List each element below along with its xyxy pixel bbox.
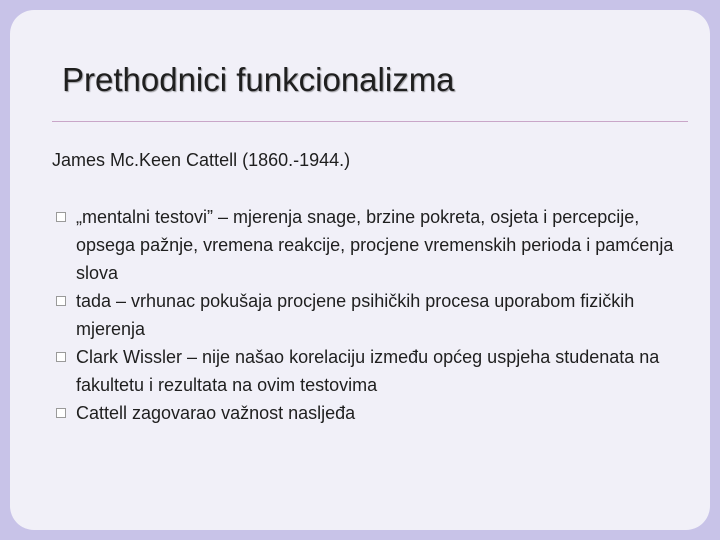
title-divider	[52, 121, 688, 122]
list-item	[56, 343, 696, 399]
bullet-text: tada – vrhunac pokušaja procjene psihičkih procesa uporabom fizičkih mjerenja	[76, 291, 635, 339]
bullet-text: „mentalni testovi” – mjerenja snage, brzine pokreta, osjeta i percepcije, opsega pažnje, vremena reakcije, procjene vremenskih perioda i pamćenja slova	[76, 207, 674, 283]
list-item	[56, 287, 696, 343]
square-bullet-icon	[56, 352, 66, 362]
list-item	[56, 203, 696, 287]
bullet-text: Clark Wissler – nije našao korelaciju između općeg uspjeha studenata na fakultetu i rezultata na ovim testovima	[76, 347, 660, 395]
square-bullet-icon	[56, 296, 66, 306]
slide-title: Prethodnici funkcionalizma	[62, 61, 455, 98]
slide-subtitle: James Mc.Keen Cattell (1860.-1944.)	[52, 150, 351, 170]
square-bullet-icon	[56, 408, 66, 418]
bullet-list	[56, 203, 696, 427]
slide	[10, 10, 710, 530]
square-bullet-icon	[56, 212, 66, 222]
list-item	[56, 399, 696, 427]
bullet-text: Cattell zagovarao važnost nasljeđa	[76, 403, 356, 423]
